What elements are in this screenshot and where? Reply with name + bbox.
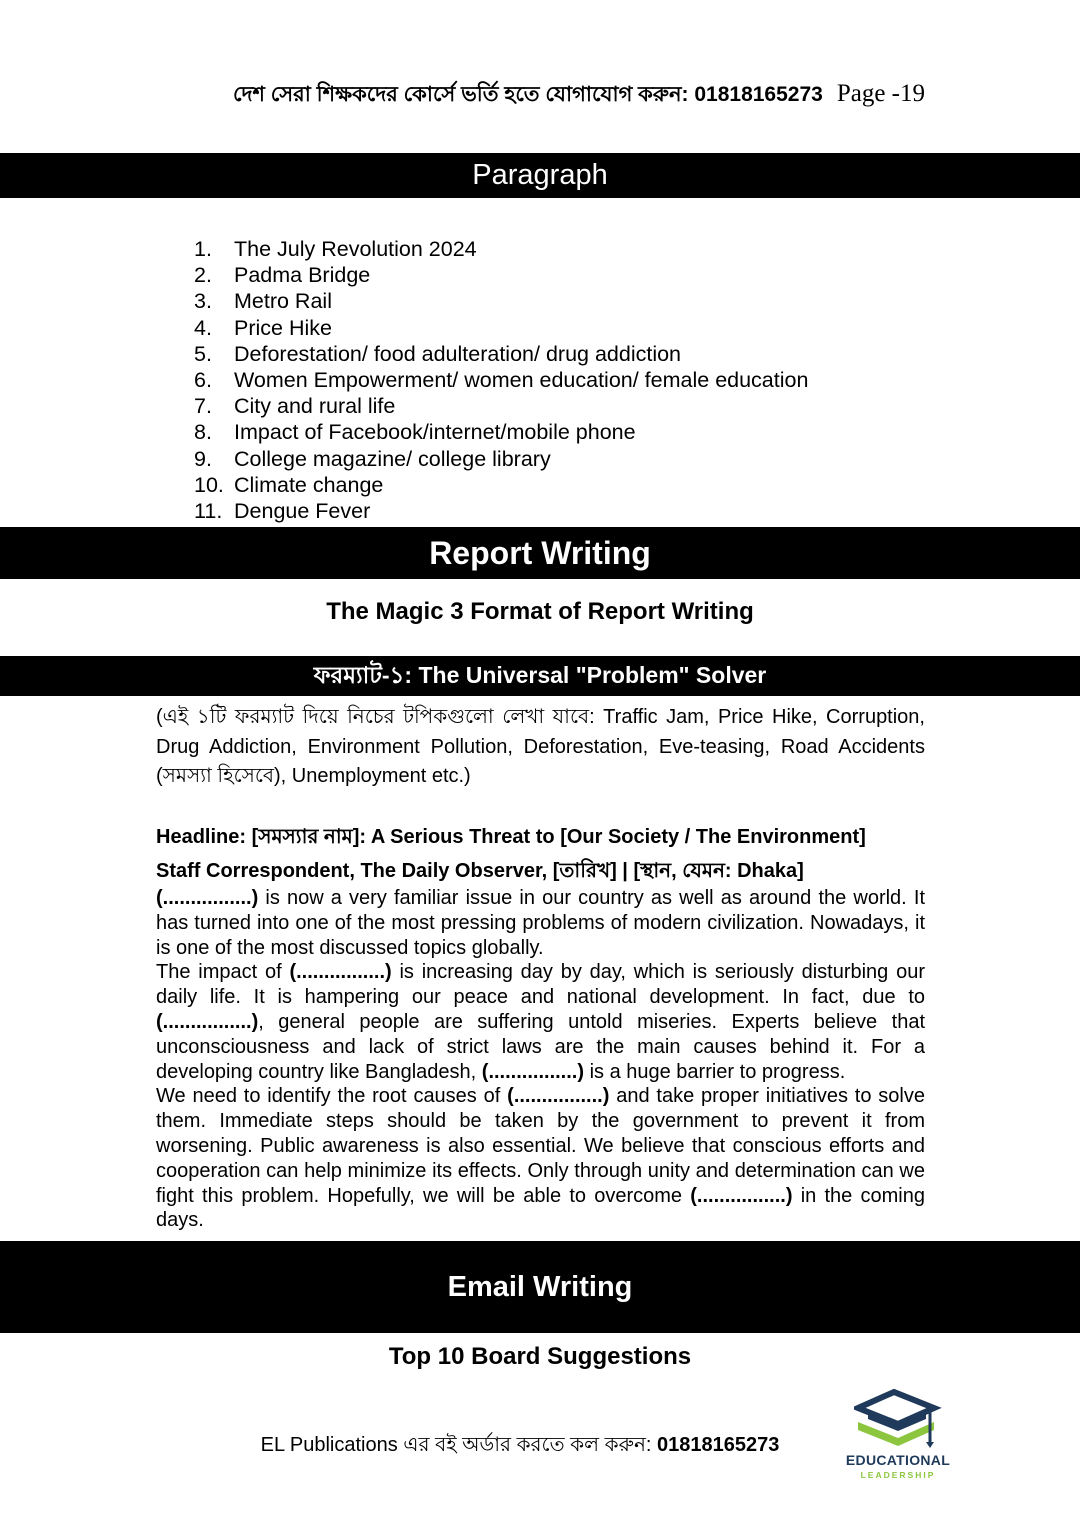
- blank-placeholder: (................): [156, 887, 259, 909]
- paragraph-section-band: [0, 153, 1080, 198]
- logo-mark-icon: [854, 1388, 942, 1450]
- page-number: Page -19: [836, 80, 925, 107]
- paragraph-section-title: Paragraph: [472, 159, 608, 191]
- email-section-title: Email Writing: [447, 1270, 633, 1303]
- blank-placeholder: (................): [481, 1060, 585, 1083]
- list-item: 11. Dengue Fever: [194, 499, 371, 524]
- paragraph-topic-list: [194, 236, 808, 524]
- list-item: 9. College magazine/ college library: [194, 446, 551, 471]
- educational-leadership-logo: [828, 1388, 968, 1488]
- list-item: 8. Impact of Facebook/internet/mobile phone: [194, 420, 636, 445]
- page-header: [0, 78, 925, 113]
- blank-placeholder: (................): [690, 1184, 793, 1207]
- blank-placeholder: (................): [156, 1010, 259, 1033]
- header-contact-text: দেশ সেরা শিক্ষকদের কোর্সে ভর্তি হতে যোগাযোগ করুন: 01818165273: [232, 83, 823, 106]
- report-paragraph-3: We need to identify the root causes of (................) and take proper initiatives to solve them. Immediate steps should be taken by the government to prevent it from worsening. Public awareness is also essential. We believe that conscious efforts and cooperation can help minimize its effects. Only through unity and determination can we fight this problem. Hopefully, we will be able to overcome (................) in the coming days.: [156, 1085, 925, 1232]
- list-item: 10. Climate change: [194, 472, 384, 497]
- list-item: 5. Deforestation/ food adulteration/ drug addiction: [194, 341, 682, 366]
- list-item: 3. Metro Rail: [194, 289, 332, 314]
- format-intro: (এই ১টি ফরম্যাট দিয়ে নিচের টপিকগুলো লেখা যাবে: Traffic Jam, Price Hike, Corruption, Drug Addiction, Environment Pollution, Deforestation, Eve-teasing, Road Accidents (সমস্যা হিসেবে), Unemployment etc.): [156, 706, 925, 787]
- list-item: 4. Price Hike: [194, 315, 332, 340]
- blank-placeholder: (................): [289, 961, 392, 984]
- email-section-band: [0, 1241, 1080, 1333]
- report-byline: Staff Correspondent, The Daily Observer, [তারিখ] | [স্থান, যেমন: Dhaka]: [156, 860, 804, 882]
- report-paragraph-2: The impact of (................) is increasing day by day, which is seriously disturbing our daily life. It is hampering our peace and national development. In fact, due to (................), general people are suffering untold miseries. Experts believe that unconsciousness and lack of strict laws are the main causes behind it. For a developing country like Bangladesh, (................) is a huge barrier to progress.: [156, 961, 926, 1083]
- format-title: ফরম্যাট-১: The Universal "Problem" Solver: [313, 661, 767, 688]
- report-subtitle: The Magic 3 Format of Report Writing: [326, 598, 754, 625]
- list-item: 7. City and rural life: [194, 394, 396, 419]
- footer-text: EL Publications এর বই অর্ডার করতে কল করুন:: [260, 1434, 657, 1456]
- footer-phone: 01818165273: [657, 1434, 780, 1456]
- email-subtitle: Top 10 Board Suggestions: [388, 1343, 692, 1370]
- list-item: 2. Padma Bridge: [194, 263, 371, 288]
- report-headline: Headline: [সমস্যার নাম]: A Serious Threat to [Our Society / The Environment]: [156, 826, 866, 848]
- report-section-title: Report Writing: [429, 534, 651, 571]
- report-section-band: [0, 527, 1080, 579]
- logo-text-leadership: LEADERSHIP: [860, 1470, 936, 1480]
- blank-placeholder: (................): [507, 1085, 610, 1108]
- report-paragraph-1: (................) is now a very familiar issue in our country as well as around the world. It has turned into one of the most pressing problems of modern civilization. Nowadays, it is one of the most discussed topics globally.: [156, 887, 925, 959]
- list-item: 1. The July Revolution 2024: [194, 237, 477, 261]
- logo-text-educational: EDUCATIONAL: [845, 1452, 951, 1468]
- list-item: 6. Women Empowerment/ women education/ female education: [194, 368, 809, 393]
- report-body: [156, 886, 925, 1233]
- format-band: [0, 656, 1080, 696]
